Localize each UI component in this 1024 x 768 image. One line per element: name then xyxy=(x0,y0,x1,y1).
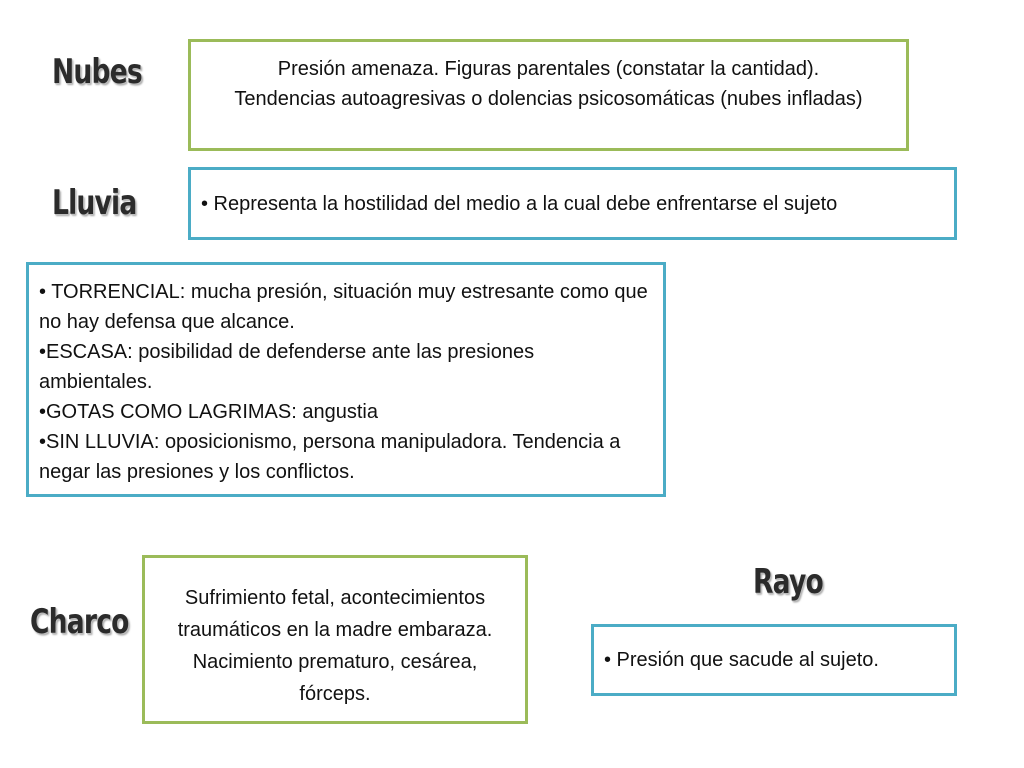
nubes-box xyxy=(188,39,909,151)
rayo-text: • Presión que sacude al sujeto. xyxy=(604,649,879,671)
charco-heading: Charco xyxy=(30,602,129,642)
lluvia-item-gotas: •GOTAS COMO LAGRIMAS: angustia xyxy=(39,401,378,423)
rayo-heading: Rayo xyxy=(753,562,823,602)
lluvia-item-sin-lluvia: •SIN LLUVIA: oposicionismo, persona manipuladora. Tendencia a negar las presiones y los conflictos. xyxy=(39,431,621,483)
nubes-text: Presión amenaza. Figuras parentales (constatar la cantidad). Tendencias autoagresivas o dolencias psicosomáticas (nubes infladas) xyxy=(234,58,863,110)
charco-text: Sufrimiento fetal, acontecimientos traumáticos en la madre embaraza. Nacimiento prematuro, cesárea, fórceps. xyxy=(177,587,493,705)
lluvia-heading: Lluvia xyxy=(52,183,137,223)
charco-box xyxy=(142,555,528,724)
lluvia-item-escasa: •ESCASA: posibilidad de defenderse ante las presiones ambientales. xyxy=(39,341,535,393)
lluvia-summary-text: • Representa la hostilidad del medio a la cual debe enfrentarse el sujeto xyxy=(201,192,838,215)
lluvia-summary-box xyxy=(188,167,957,240)
lluvia-types-box xyxy=(26,262,666,497)
lluvia-item-torrencial: • TORRENCIAL: mucha presión, situación muy estresante como que no hay defensa que alcance. xyxy=(39,281,648,333)
rayo-box xyxy=(591,624,957,696)
nubes-heading: Nubes xyxy=(52,52,142,92)
